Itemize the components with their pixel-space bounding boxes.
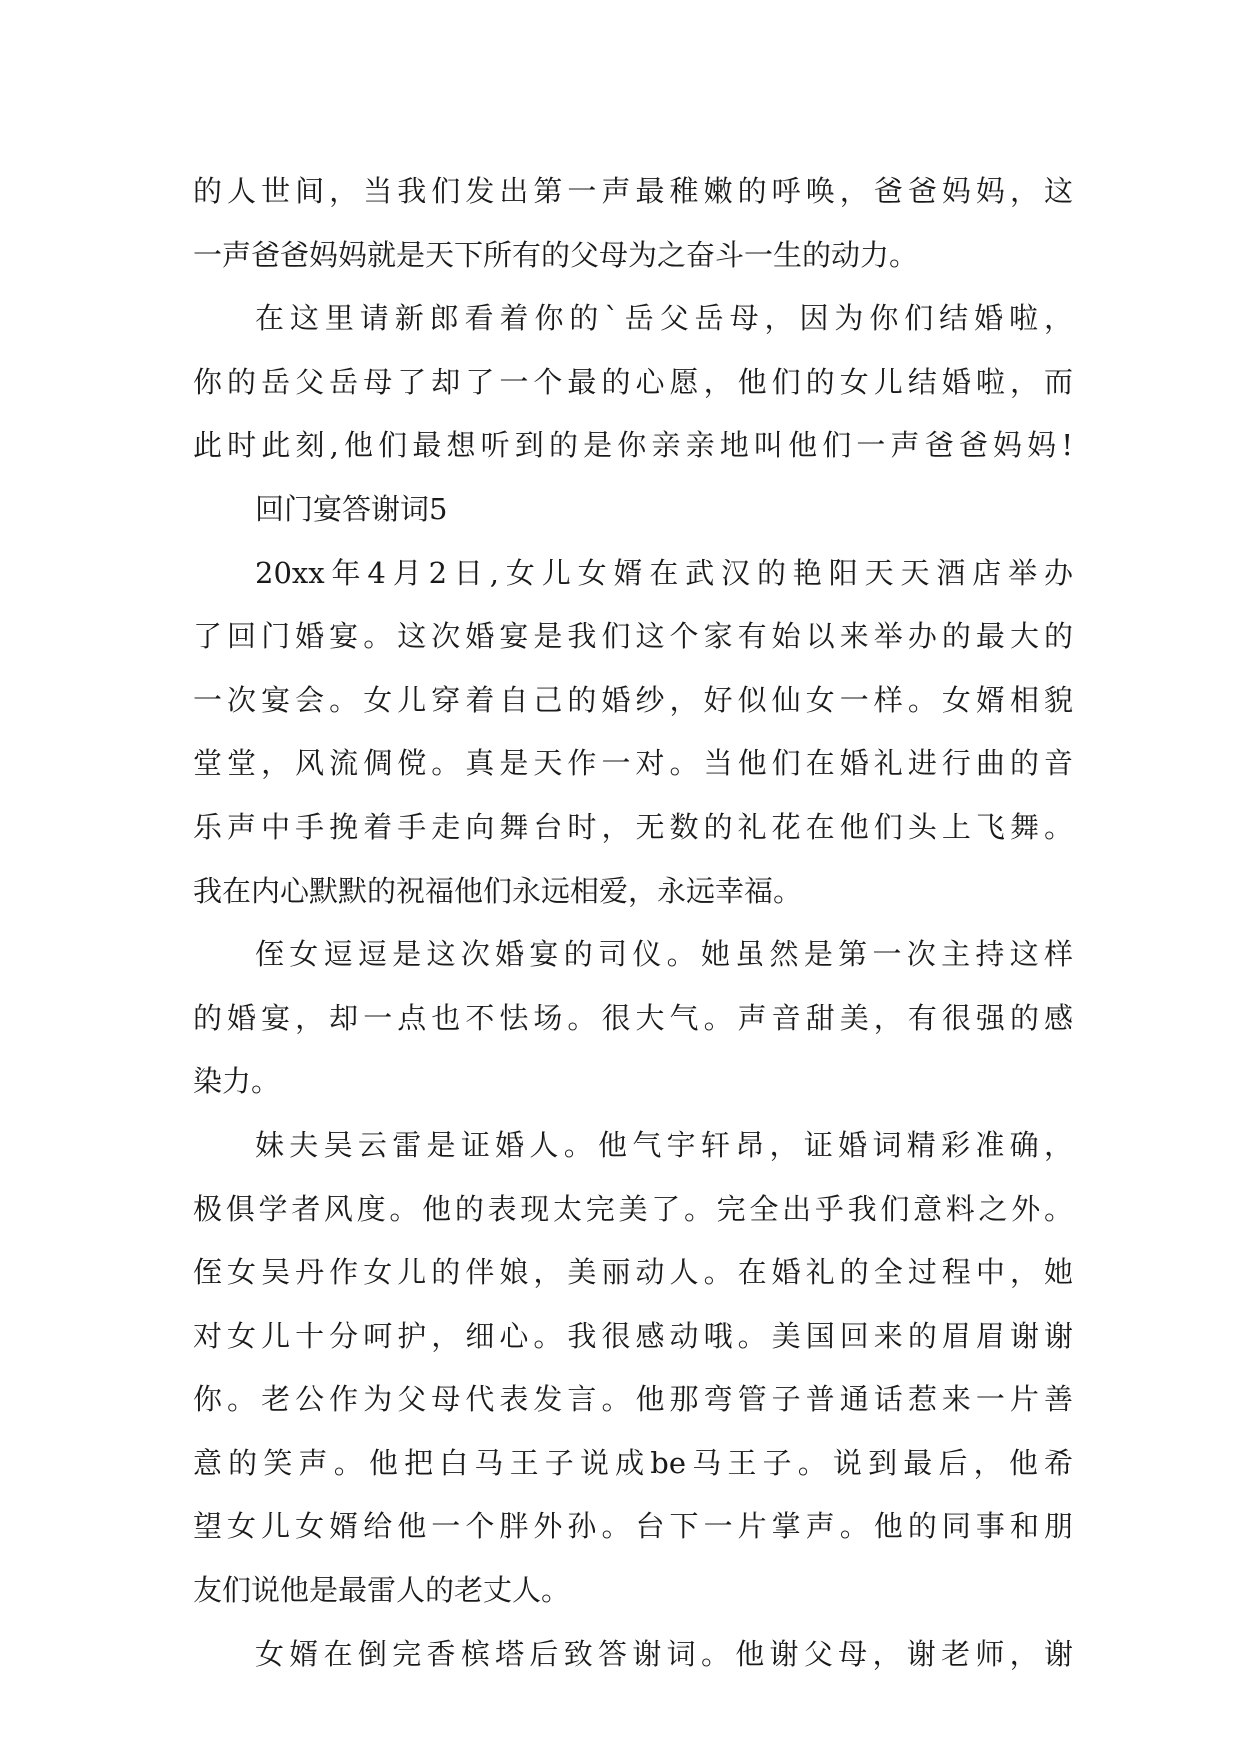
text-line: 侄女吴丹作女儿的伴娘，美丽动人。在婚礼的全过程中，她 [193,1255,1073,1290]
text-line: 染力。 [193,1064,281,1099]
text-line: 友们说他是最雷人的老丈人。 [193,1573,571,1608]
text-line: 望女儿女婿给他一个胖外孙。台下一片掌声。他的同事和朋 [193,1509,1073,1544]
text-line: 一次宴会。女儿穿着自己的婚纱，好似仙女一样。女婿相貌 [193,682,1073,717]
text-line: 了回门婚宴。这次婚宴是我们这个家有始以来举办的最大的 [193,619,1073,654]
text-line: 你的岳父岳母了却了一个最的心愿，他们的女儿结婚啦，而 [193,364,1073,399]
text-line: 此时此刻,他们最想听到的是你亲亲地叫他们一声爸爸妈妈! [193,428,1073,463]
text-line: 你。老公作为父母代表发言。他那弯管子普通话惹来一片善 [193,1382,1073,1417]
text-line: 侄女逗逗是这次婚宴的司仪。她虽然是第一次主持这样 [255,937,1073,972]
body-text [193,160,1073,1686]
text-line: 在这里请新郎看着你的`岳父岳母，因为你们结婚啦， [255,301,1073,336]
text-line: 女婿在倒完香槟塔后致答谢词。他谢父母，谢老师，谢 [255,1636,1073,1671]
text-line: 意的笑声。他把白马王子说成be马王子。说到最后，他希 [193,1445,1073,1480]
text-line: 堂堂，风流倜傥。真是天作一对。当他们在婚礼进行曲的音 [193,746,1073,781]
text-line: 20xx年4月2日,女儿女婿在武汉的艳阳天天酒店举办 [255,555,1073,590]
text-line: 极俱学者风度。他的表现太完美了。完全出乎我们意料之外。 [193,1191,1073,1226]
text-line: 对女儿十分呵护，细心。我很感动哦。美国回来的眉眉谢谢 [193,1318,1073,1353]
text-line: 的人世间，当我们发出第一声最稚嫩的呼唤，爸爸妈妈，这 [193,174,1073,208]
text-line: 妹夫吴云雷是证婚人。他气宇轩昂，证婚词精彩准确， [255,1127,1073,1162]
text-line: 一声爸爸妈妈就是天下所有的父母为之奋斗一生的动力。 [193,237,919,272]
text-line: 的婚宴，却一点也不怯场。很大气。声音甜美，有很强的感 [193,1000,1073,1035]
section-heading: 回门宴答谢词5 [255,491,448,526]
text-line: 我在内心默默的祝福他们永远相爱，永远幸福。 [193,873,803,908]
text-line: 乐声中手挽着手走向舞台时，无数的礼花在他们头上飞舞。 [193,809,1073,844]
